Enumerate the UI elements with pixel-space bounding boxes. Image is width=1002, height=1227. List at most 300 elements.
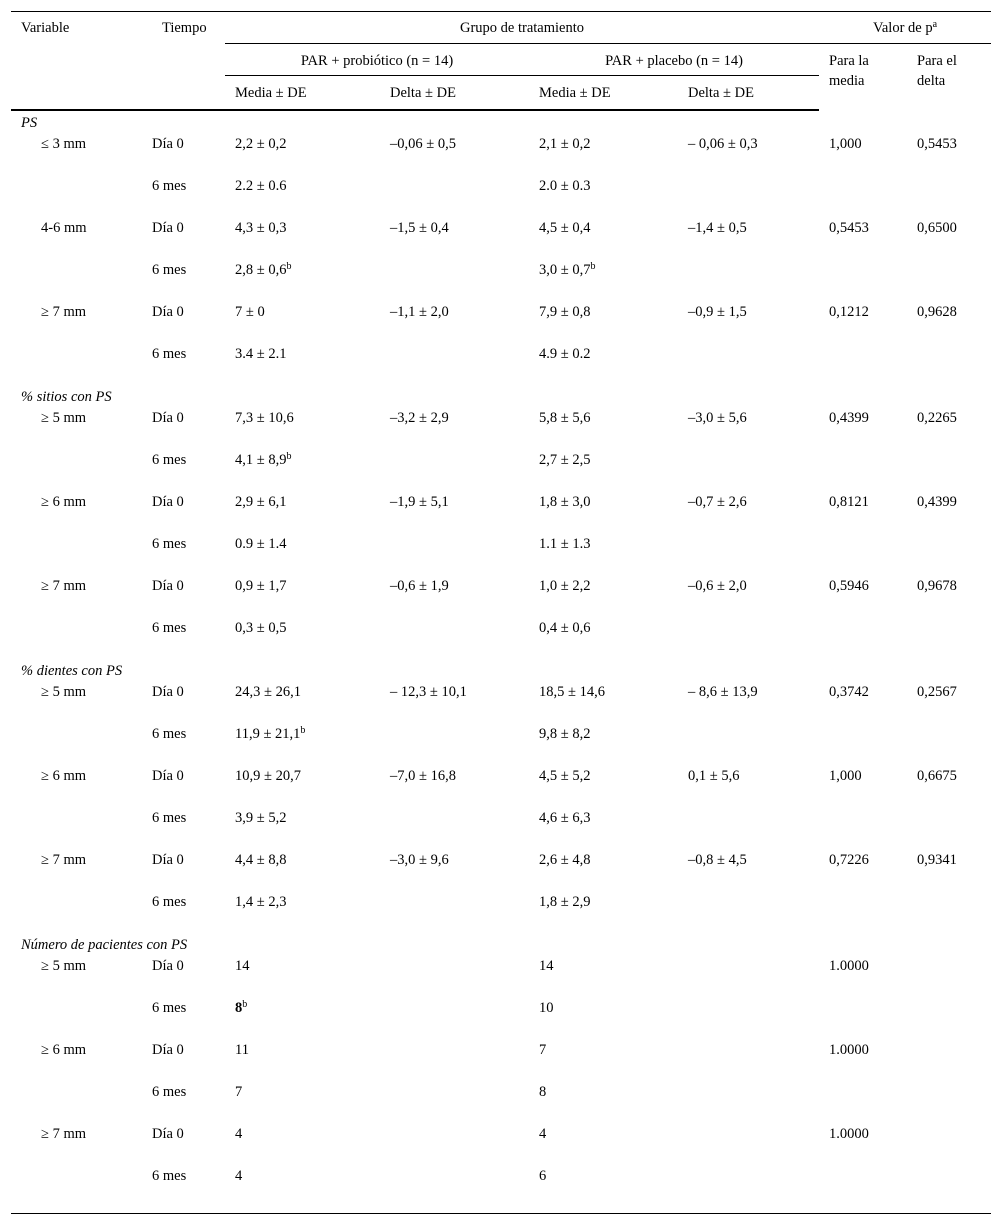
cell-p-delta-value: 0,9678 — [917, 578, 957, 594]
cell-tiempo — [152, 449, 225, 491]
table-row — [11, 1039, 991, 1081]
cell-p-delta — [907, 407, 991, 449]
cell-p-media — [819, 533, 907, 575]
cell-delta-probiotico-value: –3,0 ± 9,6 — [390, 852, 449, 868]
cell-media-placebo-value: 2,6 ± 4,8 — [539, 852, 591, 868]
cell-media-placebo-value: 2,7 ± 2,5 — [539, 452, 591, 468]
cell-variable — [11, 1165, 152, 1214]
section-row — [11, 385, 991, 407]
cell-delta-placebo-value: –3,0 ± 5,6 — [688, 410, 747, 426]
cell-tiempo-value: Día 0 — [152, 578, 184, 594]
cell-delta-placebo-value: – 8,6 ± 13,9 — [688, 684, 758, 700]
cell-p-delta — [907, 491, 991, 533]
section-title: Número de pacientes con PS — [21, 937, 188, 953]
cell-tiempo — [152, 175, 225, 217]
cell-variable-value: ≥ 6 mm — [41, 768, 87, 784]
table-row — [11, 723, 991, 765]
cell-media-probiotico-value: 2,8 ± 0,6 — [235, 262, 287, 278]
cell-p-delta — [907, 217, 991, 259]
cell-media-placebo — [529, 997, 678, 1039]
table-row — [11, 997, 991, 1039]
cell-delta-probiotico — [380, 575, 529, 617]
cell-delta-probiotico — [380, 175, 529, 217]
cell-p-media-value: 0,4399 — [829, 410, 869, 426]
cell-p-delta — [907, 955, 991, 997]
cell-media-probiotico — [225, 807, 380, 849]
cell-variable-value: ≥ 7 mm — [41, 304, 87, 320]
cell-variable — [11, 407, 152, 449]
cell-tiempo-value: Día 0 — [152, 304, 184, 320]
cell-media-probiotico-value: 7 ± 0 — [235, 304, 265, 320]
section-row — [11, 659, 991, 681]
cell-delta-probiotico — [380, 891, 529, 933]
cell-p-media-value: 0,5453 — [829, 220, 869, 236]
cell-media-placebo — [529, 1165, 678, 1214]
cell-variable — [11, 723, 152, 765]
cell-media-probiotico-value: 0.9 ± 1.4 — [235, 536, 287, 552]
cell-variable — [11, 301, 152, 343]
cell-tiempo — [152, 259, 225, 301]
cell-tiempo — [152, 849, 225, 891]
cell-media-probiotico — [225, 681, 380, 723]
cell-tiempo-value: Día 0 — [152, 494, 184, 510]
cell-p-media-value: 0,7226 — [829, 852, 869, 868]
cell-tiempo — [152, 133, 225, 175]
cell-media-probiotico-value: 4,1 ± 8,9 — [235, 452, 287, 468]
cell-media-probiotico-value: 0,9 ± 1,7 — [235, 578, 287, 594]
results-table-container — [11, 11, 991, 1214]
cell-media-placebo — [529, 217, 678, 259]
cell-delta-probiotico-value: – 12,3 ± 10,1 — [390, 684, 467, 700]
cell-delta-probiotico — [380, 807, 529, 849]
cell-variable — [11, 891, 152, 933]
cell-p-delta-value: 0,9628 — [917, 304, 957, 320]
footnote-marker: b — [300, 725, 306, 736]
cell-p-delta — [907, 849, 991, 891]
cell-delta-probiotico — [380, 301, 529, 343]
cell-media-probiotico — [225, 449, 380, 491]
cell-delta-probiotico — [380, 1081, 529, 1123]
cell-p-media — [819, 997, 907, 1039]
cell-media-probiotico — [225, 407, 380, 449]
cell-delta-probiotico — [380, 723, 529, 765]
cell-delta-placebo — [678, 1039, 819, 1081]
cell-p-media — [819, 407, 907, 449]
cell-delta-placebo — [678, 891, 819, 933]
cell-media-probiotico-value: 8 — [235, 1000, 243, 1016]
header-media-de-2: Media ± DE — [529, 76, 678, 111]
header-valor-p-footnote: a — [932, 19, 938, 30]
cell-variable — [11, 533, 152, 575]
cell-variable-value: ≥ 5 mm — [41, 958, 87, 974]
cell-delta-placebo — [678, 1123, 819, 1165]
cell-p-media — [819, 343, 907, 385]
cell-variable — [11, 1039, 152, 1081]
table-row — [11, 765, 991, 807]
section-row — [11, 933, 991, 955]
cell-p-media-value: 1,000 — [829, 768, 862, 784]
cell-media-probiotico — [225, 765, 380, 807]
cell-media-probiotico — [225, 617, 380, 659]
cell-p-delta — [907, 997, 991, 1039]
cell-tiempo — [152, 343, 225, 385]
cell-tiempo-value: Día 0 — [152, 410, 184, 426]
table-row — [11, 575, 991, 617]
cell-tiempo-value: 6 mes — [152, 262, 187, 278]
cell-media-probiotico — [225, 1165, 380, 1214]
header-delta-de-2: Delta ± DE — [678, 76, 819, 111]
cell-delta-placebo — [678, 175, 819, 217]
cell-tiempo-value: Día 0 — [152, 958, 184, 974]
cell-media-probiotico-value: 7 — [235, 1084, 243, 1100]
footnote-marker: b — [286, 261, 292, 272]
cell-p-media — [819, 259, 907, 301]
section-row — [11, 110, 991, 133]
cell-media-probiotico-value: 1,4 ± 2,3 — [235, 894, 287, 910]
cell-tiempo — [152, 681, 225, 723]
cell-delta-probiotico — [380, 765, 529, 807]
cell-variable — [11, 491, 152, 533]
cell-media-placebo-value: 4,5 ± 5,2 — [539, 768, 591, 784]
cell-variable-value: ≤ 3 mm — [41, 136, 87, 152]
cell-tiempo-value: 6 mes — [152, 1000, 187, 1016]
cell-media-placebo — [529, 681, 678, 723]
cell-media-probiotico — [225, 1081, 380, 1123]
cell-p-delta — [907, 1039, 991, 1081]
cell-tiempo-value: Día 0 — [152, 684, 184, 700]
cell-media-placebo-value: 7,9 ± 0,8 — [539, 304, 591, 320]
cell-delta-placebo — [678, 1165, 819, 1214]
table-row — [11, 175, 991, 217]
table-header — [11, 12, 991, 111]
table-row — [11, 407, 991, 449]
cell-media-placebo — [529, 175, 678, 217]
cell-media-placebo — [529, 259, 678, 301]
cell-media-probiotico — [225, 217, 380, 259]
cell-delta-probiotico-value: –1,1 ± 2,0 — [390, 304, 449, 320]
cell-media-placebo-value: 2,1 ± 0,2 — [539, 136, 591, 152]
cell-variable — [11, 449, 152, 491]
cell-tiempo-value: 6 mes — [152, 346, 187, 362]
cell-tiempo — [152, 301, 225, 343]
cell-variable — [11, 175, 152, 217]
cell-tiempo — [152, 765, 225, 807]
cell-p-media — [819, 955, 907, 997]
cell-tiempo — [152, 407, 225, 449]
cell-variable-value: ≥ 7 mm — [41, 1126, 87, 1142]
header-media-de-1: Media ± DE — [225, 76, 380, 111]
cell-delta-placebo — [678, 1081, 819, 1123]
cell-tiempo-value: 6 mes — [152, 178, 187, 194]
table-row — [11, 807, 991, 849]
cell-tiempo — [152, 807, 225, 849]
table-row — [11, 681, 991, 723]
cell-media-placebo-value: 4,6 ± 6,3 — [539, 810, 591, 826]
table-row — [11, 849, 991, 891]
cell-media-placebo — [529, 955, 678, 997]
cell-media-probiotico-value: 10,9 ± 20,7 — [235, 768, 301, 784]
cell-tiempo-value: 6 mes — [152, 620, 187, 636]
cell-variable — [11, 997, 152, 1039]
cell-media-probiotico-value: 2.2 ± 0.6 — [235, 178, 287, 194]
cell-p-delta — [907, 765, 991, 807]
cell-p-delta — [907, 259, 991, 301]
cell-delta-probiotico — [380, 849, 529, 891]
cell-variable — [11, 807, 152, 849]
cell-variable — [11, 217, 152, 259]
cell-media-placebo — [529, 765, 678, 807]
cell-media-probiotico — [225, 491, 380, 533]
cell-p-media-value: 0,5946 — [829, 578, 869, 594]
cell-variable — [11, 133, 152, 175]
cell-variable-value: ≥ 7 mm — [41, 852, 87, 868]
cell-delta-placebo — [678, 301, 819, 343]
cell-media-placebo — [529, 343, 678, 385]
cell-p-delta-value: 0,6675 — [917, 768, 957, 784]
cell-tiempo-value: 6 mes — [152, 810, 187, 826]
table-row — [11, 491, 991, 533]
cell-p-delta — [907, 681, 991, 723]
cell-media-placebo-value: 1,0 ± 2,2 — [539, 578, 591, 594]
cell-delta-placebo-value: – 0,06 ± 0,3 — [688, 136, 758, 152]
table-row — [11, 617, 991, 659]
cell-media-placebo — [529, 723, 678, 765]
cell-media-placebo — [529, 407, 678, 449]
cell-media-probiotico-value: 11,9 ± 21,1 — [235, 726, 301, 742]
cell-media-probiotico — [225, 1039, 380, 1081]
cell-p-media-value: 0,1212 — [829, 304, 869, 320]
cell-p-media — [819, 807, 907, 849]
cell-tiempo-value: Día 0 — [152, 1042, 184, 1058]
cell-media-placebo-value: 4.9 ± 0.2 — [539, 346, 591, 362]
cell-tiempo — [152, 617, 225, 659]
cell-media-placebo — [529, 575, 678, 617]
header-group-probiotico: PAR + probiótico (n = 14) — [225, 44, 529, 76]
cell-p-delta-value: 0,5453 — [917, 136, 957, 152]
header-tiempo: Tiempo — [162, 20, 207, 36]
cell-tiempo-value: Día 0 — [152, 136, 184, 152]
cell-variable — [11, 849, 152, 891]
cell-media-placebo-value: 0,4 ± 0,6 — [539, 620, 591, 636]
table-row — [11, 891, 991, 933]
cell-p-delta-value: 0,2265 — [917, 410, 957, 426]
cell-media-placebo — [529, 449, 678, 491]
cell-p-media — [819, 133, 907, 175]
cell-delta-probiotico-value: –0,06 ± 0,5 — [390, 136, 456, 152]
cell-tiempo-value: Día 0 — [152, 852, 184, 868]
section-title: % dientes con PS — [21, 663, 123, 679]
cell-media-placebo-value: 18,5 ± 14,6 — [539, 684, 605, 700]
cell-delta-probiotico — [380, 1039, 529, 1081]
cell-delta-probiotico — [380, 997, 529, 1039]
cell-media-placebo — [529, 849, 678, 891]
cell-delta-probiotico — [380, 217, 529, 259]
cell-delta-placebo-value: –0,8 ± 4,5 — [688, 852, 747, 868]
cell-media-placebo — [529, 1123, 678, 1165]
cell-variable-value: ≥ 6 mm — [41, 494, 87, 510]
cell-media-probiotico — [225, 133, 380, 175]
cell-media-probiotico-value: 11 — [235, 1042, 249, 1058]
cell-media-placebo-value: 9,8 ± 8,2 — [539, 726, 591, 742]
cell-delta-probiotico — [380, 955, 529, 997]
cell-tiempo-value: 6 mes — [152, 726, 187, 742]
cell-media-placebo — [529, 533, 678, 575]
cell-delta-probiotico-value: –3,2 ± 2,9 — [390, 410, 449, 426]
cell-media-probiotico-value: 2,9 ± 6,1 — [235, 494, 287, 510]
cell-p-media — [819, 681, 907, 723]
cell-tiempo — [152, 955, 225, 997]
cell-tiempo — [152, 1123, 225, 1165]
cell-p-media — [819, 1081, 907, 1123]
results-table — [11, 11, 991, 1214]
cell-media-probiotico-value: 2,2 ± 0,2 — [235, 136, 287, 152]
cell-media-probiotico-value: 3.4 ± 2.1 — [235, 346, 287, 362]
cell-p-delta — [907, 891, 991, 933]
cell-delta-placebo-value: –0,6 ± 2,0 — [688, 578, 747, 594]
table-row — [11, 533, 991, 575]
cell-delta-placebo — [678, 133, 819, 175]
cell-media-placebo-value: 8 — [539, 1084, 547, 1100]
cell-media-placebo-value: 2.0 ± 0.3 — [539, 178, 591, 194]
cell-delta-probiotico-value: –1,9 ± 5,1 — [390, 494, 449, 510]
cell-media-probiotico — [225, 891, 380, 933]
cell-p-delta — [907, 343, 991, 385]
cell-p-delta — [907, 723, 991, 765]
cell-variable-value: ≥ 7 mm — [41, 578, 87, 594]
cell-p-delta — [907, 1165, 991, 1214]
cell-p-delta — [907, 301, 991, 343]
cell-media-placebo — [529, 807, 678, 849]
cell-media-probiotico — [225, 533, 380, 575]
cell-delta-placebo — [678, 955, 819, 997]
cell-delta-placebo — [678, 617, 819, 659]
cell-p-media — [819, 1039, 907, 1081]
cell-media-probiotico-value: 0,3 ± 0,5 — [235, 620, 287, 636]
cell-p-media — [819, 491, 907, 533]
cell-p-delta — [907, 807, 991, 849]
header-variable: Variable — [21, 20, 70, 36]
cell-variable — [11, 617, 152, 659]
table-row — [11, 217, 991, 259]
cell-media-placebo — [529, 133, 678, 175]
cell-media-placebo-value: 7 — [539, 1042, 547, 1058]
cell-media-probiotico-value: 4,3 ± 0,3 — [235, 220, 287, 236]
cell-delta-probiotico — [380, 617, 529, 659]
cell-p-media — [819, 891, 907, 933]
cell-tiempo — [152, 891, 225, 933]
cell-tiempo — [152, 575, 225, 617]
cell-media-probiotico-value: 7,3 ± 10,6 — [235, 410, 294, 426]
header-group-placebo: PAR + placebo (n = 14) — [529, 44, 819, 76]
cell-delta-probiotico — [380, 1165, 529, 1214]
cell-p-media — [819, 175, 907, 217]
header-para-media: Para la media — [829, 53, 869, 89]
cell-media-placebo — [529, 1039, 678, 1081]
header-delta-de-1: Delta ± DE — [380, 76, 529, 111]
cell-p-media — [819, 617, 907, 659]
cell-delta-probiotico — [380, 681, 529, 723]
cell-p-delta — [907, 533, 991, 575]
cell-p-media — [819, 723, 907, 765]
cell-media-placebo-value: 3,0 ± 0,7 — [539, 262, 591, 278]
cell-delta-placebo — [678, 575, 819, 617]
cell-media-placebo-value: 14 — [539, 958, 554, 974]
cell-delta-probiotico — [380, 449, 529, 491]
cell-tiempo — [152, 1165, 225, 1214]
cell-tiempo-value: 6 mes — [152, 1084, 187, 1100]
cell-media-placebo — [529, 891, 678, 933]
cell-delta-probiotico — [380, 343, 529, 385]
cell-tiempo-value: 6 mes — [152, 536, 187, 552]
cell-variable-value: 4-6 mm — [41, 220, 87, 236]
cell-delta-placebo — [678, 533, 819, 575]
cell-variable — [11, 343, 152, 385]
section-title: PS — [21, 115, 38, 131]
table-row — [11, 259, 991, 301]
cell-media-probiotico — [225, 301, 380, 343]
cell-media-probiotico — [225, 1123, 380, 1165]
cell-delta-placebo — [678, 491, 819, 533]
header-grupo-tratamiento: Grupo de tratamiento — [225, 12, 819, 44]
cell-p-media — [819, 217, 907, 259]
cell-delta-placebo-value: 0,1 ± 5,6 — [688, 768, 740, 784]
cell-p-media-value: 1.0000 — [829, 1042, 869, 1058]
cell-media-probiotico — [225, 575, 380, 617]
cell-delta-probiotico-value: –1,5 ± 0,4 — [390, 220, 449, 236]
cell-media-probiotico-value: 3,9 ± 5,2 — [235, 810, 287, 826]
cell-delta-placebo — [678, 449, 819, 491]
cell-media-placebo-value: 10 — [539, 1000, 554, 1016]
cell-delta-placebo-value: –0,7 ± 2,6 — [688, 494, 747, 510]
cell-tiempo-value: Día 0 — [152, 1126, 184, 1142]
cell-p-media — [819, 765, 907, 807]
cell-media-placebo-value: 6 — [539, 1168, 547, 1184]
header-valor-p — [819, 12, 991, 44]
cell-p-media-value: 1.0000 — [829, 958, 869, 974]
cell-p-delta-value: 0,9341 — [917, 852, 957, 868]
cell-media-placebo — [529, 491, 678, 533]
cell-variable — [11, 955, 152, 997]
cell-variable — [11, 1123, 152, 1165]
cell-delta-placebo — [678, 807, 819, 849]
table-row — [11, 955, 991, 997]
table-row — [11, 301, 991, 343]
cell-media-placebo — [529, 301, 678, 343]
cell-media-probiotico-value: 14 — [235, 958, 250, 974]
cell-delta-probiotico-value: –7,0 ± 16,8 — [390, 768, 456, 784]
cell-variable-value: ≥ 5 mm — [41, 410, 87, 426]
cell-tiempo — [152, 533, 225, 575]
cell-media-probiotico — [225, 259, 380, 301]
cell-media-placebo-value: 4 — [539, 1126, 547, 1142]
cell-p-media-value: 1,000 — [829, 136, 862, 152]
cell-delta-placebo — [678, 343, 819, 385]
cell-media-probiotico — [225, 723, 380, 765]
cell-tiempo — [152, 1081, 225, 1123]
cell-media-probiotico-value: 4 — [235, 1126, 243, 1142]
cell-delta-placebo — [678, 765, 819, 807]
cell-p-delta-value: 0,6500 — [917, 220, 957, 236]
cell-variable — [11, 575, 152, 617]
cell-tiempo — [152, 997, 225, 1039]
cell-delta-probiotico — [380, 533, 529, 575]
cell-delta-placebo — [678, 849, 819, 891]
cell-tiempo-value: Día 0 — [152, 768, 184, 784]
cell-p-media — [819, 1165, 907, 1214]
cell-tiempo — [152, 723, 225, 765]
table-row — [11, 133, 991, 175]
cell-variable — [11, 1081, 152, 1123]
